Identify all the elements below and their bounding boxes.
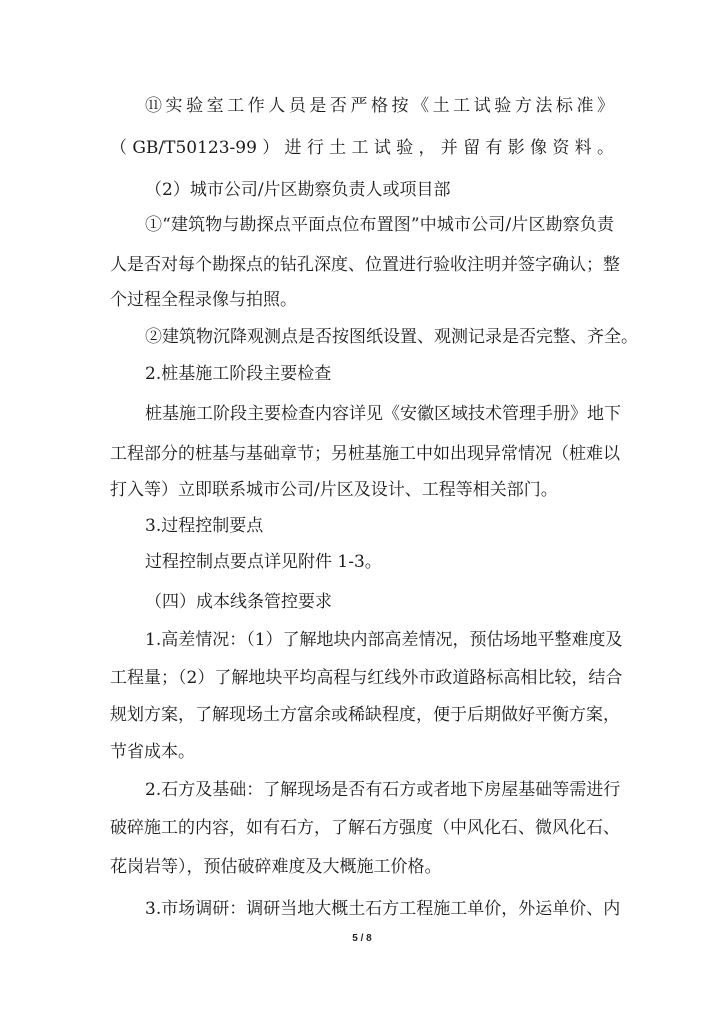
paragraph-line: 个过程全程录像与拍照。: [110, 290, 297, 310]
paragraph-line: ②建筑物沉降观测点是否按图纸设置、观测记录是否完整、齐全。: [145, 327, 638, 347]
paragraph-line: 2.石方及基础：了解现场是否有石方或者地下房屋基础等需进行: [145, 780, 621, 800]
paragraph-line: 工程部分的桩基与基础章节；另桩基施工中如出现异常情况（桩难以: [110, 444, 620, 464]
paragraph-line: 花岗岩等），预估破碎难度及大概施工价格。: [110, 857, 442, 877]
section-heading: 3.过程控制要点: [145, 516, 264, 536]
paragraph-line: （GB/T50123-99）进行土工试验，并留有影像资料。: [110, 138, 614, 158]
paragraph-line: 工程量；（2）了解地块平均高程与红线外市政道路标高相比较，结合: [110, 668, 623, 688]
paragraph-line: 桩基施工阶段主要检查内容详见《安徽区域技术管理手册》地下: [145, 404, 621, 424]
section-heading: （2）城市公司/片区勘察负责人或项目部: [145, 180, 451, 200]
paragraph-line: 节省成本。: [110, 742, 195, 762]
paragraph-line: 过程控制点要点详见附件 1-3。: [145, 552, 382, 572]
paragraph-line: 3.市场调研：调研当地大概土石方工程施工单价，外运单价、内: [145, 899, 621, 919]
section-heading: （四）成本线条管控要求: [145, 592, 332, 612]
paragraph-line: ①“建筑物与勘探点平面点位布置图”中城市公司/片区勘察负责: [145, 215, 614, 235]
paragraph-line: ⑪实验室工作人员是否严格按《土工试验方法标准》: [145, 96, 614, 116]
paragraph-line: 规划方案，了解现场土方富余或稀缺程度，便于后期做好平衡方案，: [110, 705, 620, 725]
paragraph-line: 人是否对每个勘探点的钻孔深度、位置进行验收注明并签字确认；整: [110, 255, 620, 275]
page-number: 5 / 8: [352, 933, 372, 944]
paragraph-line: 1.高差情况：（1）了解地块内部高差情况，预估场地平整难度及: [145, 630, 623, 650]
section-heading: 2.桩基施工阶段主要检查: [145, 364, 332, 384]
paragraph-line: 破碎施工的内容，如有石方，了解石方强度（中风化石、微风化石、: [110, 818, 620, 838]
paragraph-line: 打入等）立即联系城市公司/片区及设计、工程等相关部门。: [110, 480, 558, 500]
